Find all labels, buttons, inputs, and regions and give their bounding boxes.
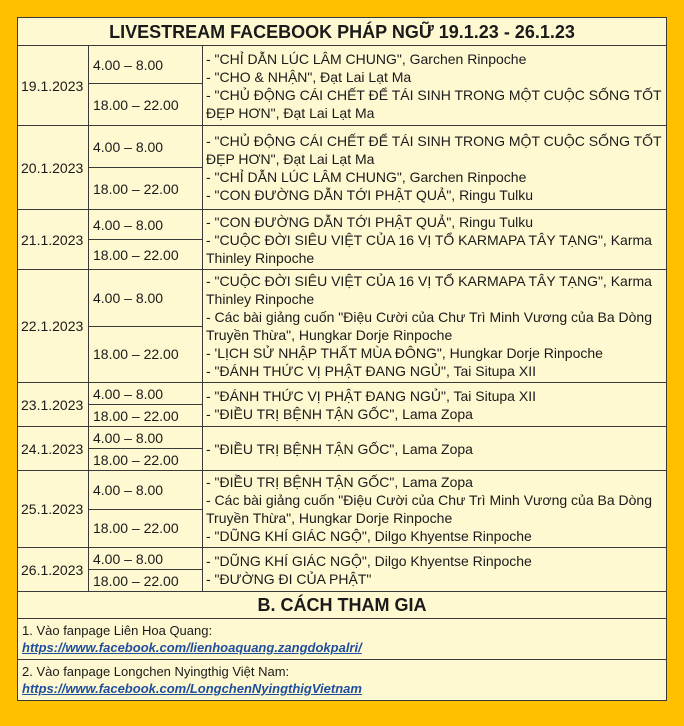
day-date: 23.1.2023 bbox=[18, 383, 89, 427]
table-row bbox=[18, 270, 667, 327]
programs-cell bbox=[203, 548, 667, 592]
program-item: - "CON ĐƯỜNG DẪN TỚI PHẬT QUẢ", Ringu Tulku bbox=[206, 186, 534, 203]
program-item: - "DŨNG KHÍ GIÁC NGỘ", Dilgo Khyentse Rinpoche bbox=[206, 552, 532, 569]
time-slot-evening: 18.00 – 22.00 bbox=[89, 449, 203, 471]
program-item: - "CHỦ ĐỘNG CÁI CHẾT ĐỂ TÁI SINH TRONG MỘT CUỘC SỐNG TỐT ĐẸP HƠN", Đạt Lai Lạt Ma bbox=[206, 86, 662, 121]
program-item: - "CHỦ ĐỘNG CÁI CHẾT ĐỂ TÁI SINH TRONG MỘT CUỘC SỐNG TỐT ĐẸP HƠN", Đạt Lai Lạt Ma bbox=[206, 132, 662, 167]
time-slot-morning: 4.00 – 8.00 bbox=[89, 383, 203, 405]
time-slot-morning: 4.00 – 8.00 bbox=[89, 548, 203, 570]
day-date: 24.1.2023 bbox=[18, 427, 89, 471]
table-row bbox=[18, 126, 667, 168]
day-date: 26.1.2023 bbox=[18, 548, 89, 592]
schedule-sheet bbox=[17, 17, 666, 701]
program-item: - "DŨNG KHÍ GIÁC NGỘ", Dilgo Khyentse Rinpoche bbox=[206, 528, 532, 544]
program-item: - "ĐÁNH THỨC VỊ PHẬT ĐANG NGỦ", Tai Situpa XII bbox=[206, 387, 536, 404]
time-slot-evening: 18.00 – 22.00 bbox=[89, 326, 203, 383]
day-date: 19.1.2023 bbox=[18, 46, 89, 126]
program-item: - "ĐIỀU TRỊ BỆNH TẬN GỐC", Lama Zopa bbox=[206, 474, 473, 490]
program-item: - "CHỈ DẪN LÚC LÂM CHUNG", Garchen Rinpoche bbox=[206, 168, 527, 185]
program-item: - "CON ĐƯỜNG DẪN TỚI PHẬT QUẢ", Ringu Tulku bbox=[206, 213, 534, 230]
time-slot-morning: 4.00 – 8.00 bbox=[89, 210, 203, 240]
table-row bbox=[18, 210, 667, 240]
program-item: - "CHO & NHẬN", Đạt Lai Lạt Ma bbox=[206, 68, 412, 85]
programs-cell bbox=[203, 270, 667, 383]
time-slot-morning: 4.00 – 8.00 bbox=[89, 126, 203, 168]
program-item: - Các bài giảng cuốn "Điệu Cười của Chư Trì Minh Vương của Ba Dòng Truyền Thừa", Hungkar Dorje Rinpoche bbox=[206, 492, 652, 526]
fanpage-link-lienhoaquang[interactable]: https://www.facebook.com/lienhoaquang.zangdokpalri/ bbox=[22, 640, 362, 655]
join-item-1 bbox=[18, 619, 667, 660]
page-title: LIVESTREAM FACEBOOK PHÁP NGỮ 19.1.23 - 26.1.23 bbox=[18, 18, 667, 46]
fanpage-link-longchen[interactable]: https://www.facebook.com/LongchenNyingthigVietnam bbox=[22, 681, 362, 696]
time-slot-evening: 18.00 – 22.00 bbox=[89, 168, 203, 210]
programs-cell bbox=[203, 383, 667, 427]
program-item: - "CUỘC ĐỜI SIÊU VIỆT CỦA 16 VỊ TỔ KARMAPA TÂY TẠNG", Karma Thinley Rinpoche bbox=[206, 231, 652, 266]
time-slot-evening: 18.00 – 22.00 bbox=[89, 570, 203, 592]
time-slot-evening: 18.00 – 22.00 bbox=[89, 240, 203, 270]
day-date: 20.1.2023 bbox=[18, 126, 89, 210]
time-slot-morning: 4.00 – 8.00 bbox=[89, 427, 203, 449]
table-row bbox=[18, 427, 667, 449]
table-row bbox=[18, 471, 667, 510]
time-slot-evening: 18.00 – 22.00 bbox=[89, 84, 203, 126]
program-item: - Các bài giảng cuốn "Điệu Cười của Chư Trì Minh Vương của Ba Dòng Truyền Thừa", Hungkar Dorje Rinpoche bbox=[206, 309, 652, 343]
table-row bbox=[18, 383, 667, 405]
program-item: - 'LỊCH SỬ NHẬP THẤT MÙA ĐÔNG", Hungkar Dorje Rinpoche bbox=[206, 345, 603, 361]
schedule-table bbox=[17, 17, 667, 701]
table-row bbox=[18, 548, 667, 570]
time-slot-evening: 18.00 – 22.00 bbox=[89, 405, 203, 427]
time-slot-morning: 4.00 – 8.00 bbox=[89, 270, 203, 327]
program-item: - "ĐIỀU TRỊ BỆNH TẬN GỐC", Lama Zopa bbox=[206, 405, 473, 422]
programs-cell bbox=[203, 210, 667, 270]
day-date: 25.1.2023 bbox=[18, 471, 89, 548]
time-slot-evening: 18.00 – 22.00 bbox=[89, 509, 203, 548]
program-item: - "ĐƯỜNG ĐI CỦA PHẬT" bbox=[206, 570, 372, 587]
join-label: 1. Vào fanpage Liên Hoa Quang: bbox=[22, 623, 213, 638]
programs-cell bbox=[203, 126, 667, 210]
table-row bbox=[18, 46, 667, 84]
program-item: - "CUỘC ĐỜI SIÊU VIỆT CỦA 16 VỊ TỔ KARMAPA TÂY TẠNG", Karma Thinley Rinpoche bbox=[206, 273, 652, 307]
programs-cell bbox=[203, 427, 667, 471]
program-item: - "CHỈ DẪN LÚC LÂM CHUNG", Garchen Rinpoche bbox=[206, 50, 527, 67]
time-slot-morning: 4.00 – 8.00 bbox=[89, 46, 203, 84]
program-item: - "ĐIỀU TRỊ BỆNH TẬN GỐC", Lama Zopa bbox=[206, 440, 473, 457]
programs-cell bbox=[203, 471, 667, 548]
time-slot-morning: 4.00 – 8.00 bbox=[89, 471, 203, 510]
join-item-2 bbox=[18, 660, 667, 701]
join-label: 2. Vào fanpage Longchen Nyingthig Việt Nam: bbox=[22, 664, 290, 679]
day-date: 21.1.2023 bbox=[18, 210, 89, 270]
day-date: 22.1.2023 bbox=[18, 270, 89, 383]
programs-cell bbox=[203, 46, 667, 126]
section-b-title: B. CÁCH THAM GIA bbox=[18, 592, 667, 619]
program-item: - "ĐÁNH THỨC VỊ PHẬT ĐANG NGỦ", Tai Situpa XII bbox=[206, 363, 536, 379]
